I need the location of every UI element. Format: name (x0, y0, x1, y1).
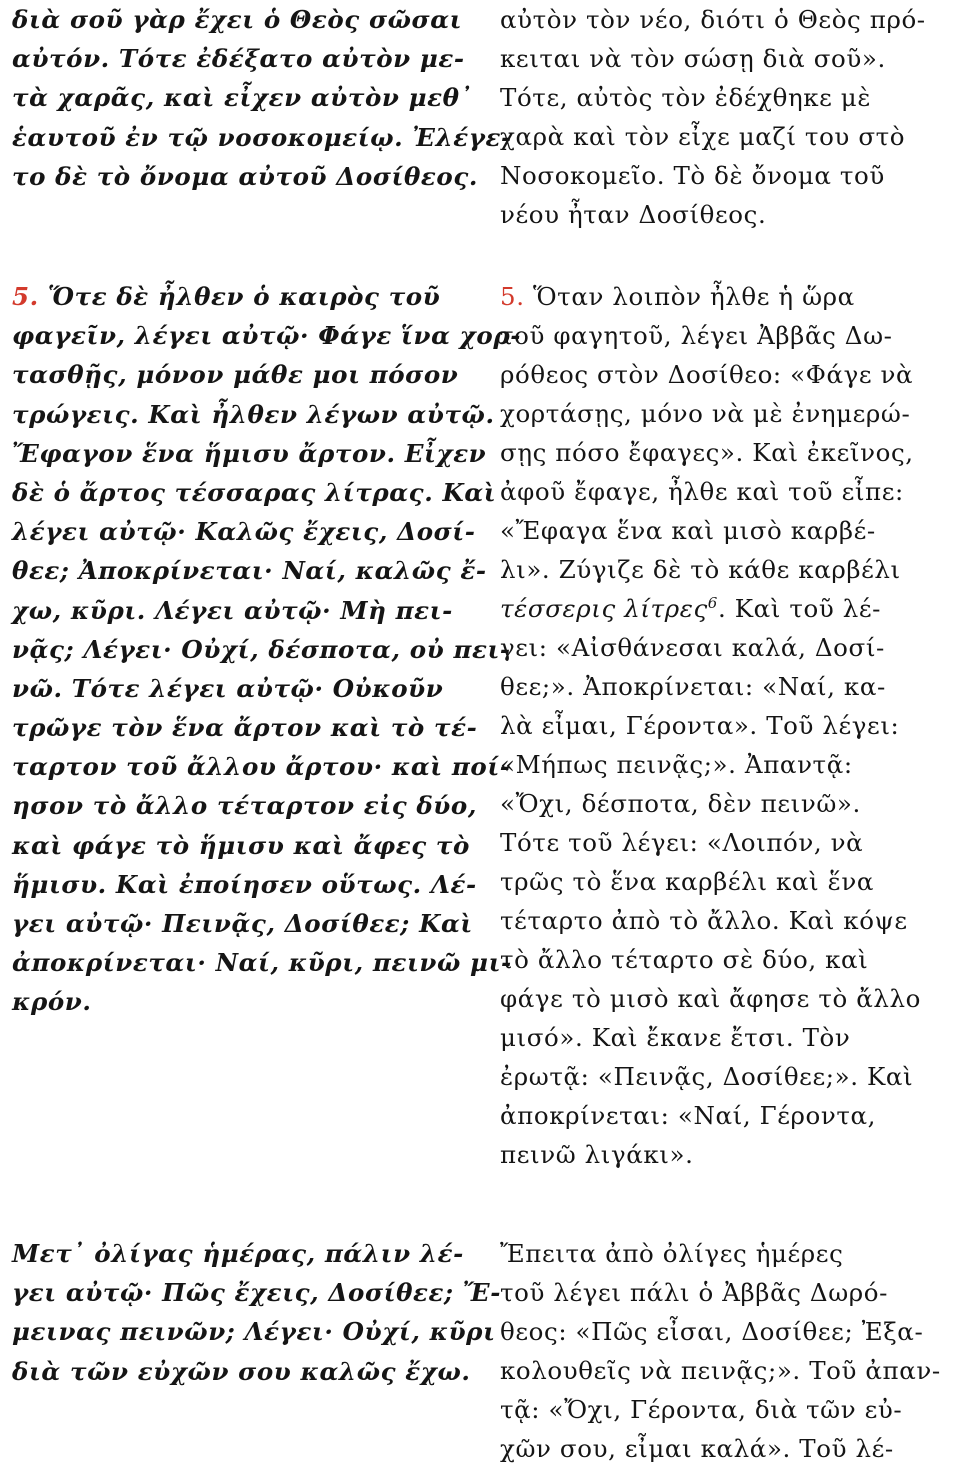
text-line: τασθῇς, μόνον μάθε μοι πόσον (12, 360, 459, 390)
text-line: θεος: «Πῶς εἶσαι, Δοσίθεε; Ἐξα- (500, 1317, 924, 1346)
text-line: Ὅτε δὲ ἦλθεν ὁ καιρὸς τοῦ (47, 282, 441, 311)
text-line: θεε;». Ἀποκρίνεται: «Ναί, κα- (500, 672, 886, 701)
text-line: ἑαυτοῦ ἐν τῷ νοσοκομείῳ. Ἐλέγε- (12, 122, 512, 152)
text-line: χαρὰ καὶ τὸν εἶχε μαζί του στὸ (500, 122, 906, 151)
text-line: ταρτον τοῦ ἄλλου ἄρτου· καὶ ποί- (12, 752, 511, 782)
text-line: φαγεῖν, λέγει αὐτῷ· Φάγε ἵνα χορ- (12, 321, 521, 351)
text-line: . Καὶ τοῦ λέ- (717, 594, 882, 623)
text-line: ἀποκρίνεται· Ναί, κῦρι, πεινῶ μι- (12, 948, 512, 978)
text-line: γει αὐτῷ· Πεινᾷς, Δοσίθεε; Καὶ (12, 909, 473, 938)
text-line: τοῦ λέγει πάλι ὁ Ἀββᾶς Δωρό- (500, 1278, 889, 1307)
ancient-paragraph-5 (12, 277, 521, 1022)
text-line: νᾷς; Λέγει· Οὐχί, δέσποτα, οὐ πει- (12, 634, 511, 664)
text-line: Τότε τοῦ λέγει: «Λοιπόν, νὰ (500, 828, 864, 857)
footnote-marker[interactable]: 6 (707, 593, 718, 612)
text-line: τᾷ: «Ὄχι, Γέροντα, διὰ τῶν εὐ- (500, 1395, 903, 1424)
text-line: φάγε τὸ μισὸ καὶ ἄφησε τὸ ἄλλο (500, 984, 921, 1013)
section-number: 5. (12, 282, 39, 311)
text-line: λι». Ζύγιζε δὲ τὸ κάθε καρβέλι (500, 555, 901, 584)
text-line: θεε; Ἀποκρίνεται· Ναί, καλῶς ἔ- (12, 556, 487, 586)
text-line: νῶ. Τότε λέγει αὐτῷ· Οὐκοῦν (12, 673, 444, 703)
text-line: Νοσοκομεῖο. Τὸ δὲ ὄνομα τοῦ (500, 161, 885, 190)
text-line: μισό». Καὶ ἔκανε ἔτσι. Τὸν (500, 1023, 851, 1052)
text-line: κειται νὰ τὸν σώσῃ διὰ σοῦ». (500, 44, 886, 73)
text-line: αὐτόν. Τότε ἐδέξατο αὐτὸν με- (12, 44, 465, 74)
text-line: σῃς πόσο ἔφαγες». Καὶ ἐκεῖνος, (500, 438, 914, 467)
text-line: τὸ ἄλλο τέταρτο σὲ δύο, καὶ (500, 945, 869, 974)
text-line-first (500, 277, 921, 316)
section-number: 5. (500, 282, 525, 311)
modern-paragraph-6 (500, 1234, 941, 1468)
text-line-first (12, 277, 521, 316)
text-line: διὰ τῶν εὐχῶν σου καλῶς ἔχω. (12, 1356, 471, 1386)
modern-paragraph-1 (500, 0, 926, 234)
text-line: ρόθεος στὸν Δοσίθεο: «Φάγε νὰ (500, 360, 914, 389)
text-line: «Ὄχι, δέσποτα, δὲν πεινῶ». (500, 789, 861, 818)
text-line: γει: «Αἰσθάνεσαι καλά, Δοσί- (500, 633, 885, 662)
text-line: χω, κῦρι. Λέγει αὐτῷ· Μὴ πει- (12, 595, 453, 625)
text-line: αὐτὸν τὸν νέο, διότι ὁ Θεὸς πρό- (500, 5, 926, 34)
text-line: μεινας πεινῶν; Λέγει· Οὐχί, κῦρι (12, 1317, 496, 1347)
text-line: πεινῶ λιγάκι». (500, 1140, 694, 1169)
text-line: τρώγεις. Καὶ ἦλθεν λέγων αὐτῷ. (12, 399, 495, 429)
text-line: Ἔπειτα ἀπὸ ὀλίγες ἡμέρες (500, 1239, 844, 1268)
text-line: καὶ φάγε τὸ ἥμισυ καὶ ἄφες τὸ (12, 830, 470, 860)
text-line: νέου ἦταν Δοσίθεος. (500, 200, 767, 229)
text-line: τρῶς τὸ ἕνα καρβέλι καὶ ἕνα (500, 867, 874, 896)
text-line: «Ἔφαγα ἕνα καὶ μισὸ καρβέ- (500, 516, 876, 545)
text-line: τέταρτο ἀπὸ τὸ ἄλλο. Καὶ κόψε (500, 906, 908, 935)
text-line: διὰ σοῦ γὰρ ἔχει ὁ Θεὸς σῶσαι (12, 5, 463, 34)
text-line: γει αὐτῷ· Πῶς ἔχεις, Δοσίθεε; Ἔ- (12, 1278, 501, 1308)
text-line: τὰ χαρᾶς, καὶ εἶχεν αὐτὸν μεθ᾽ (12, 83, 473, 113)
text-line: χορτάσῃς, μόνο νὰ μὲ ἐνημερώ- (500, 399, 911, 428)
text-line: ησον τὸ ἄλλο τέταρτον εἰς δύο, (12, 791, 477, 821)
text-line: κολουθεῖς νὰ πεινᾷς;». Τοῦ ἀπαν- (500, 1356, 941, 1385)
italic-phrase: τέσσερις λίτρες (500, 594, 708, 623)
text-line: λέγει αὐτῷ· Καλῶς ἔχεις, Δοσί- (12, 517, 476, 547)
text-line: Μετ᾽ ὀλίγας ἡμέρας, πάλιν λέ- (12, 1239, 464, 1268)
text-line: ἐρωτᾷ: «Πεινᾷς, Δοσίθεε;». Καὶ (500, 1062, 914, 1091)
text-line: ἀφοῦ ἔφαγε, ἦλθε καὶ τοῦ εἶπε: (500, 477, 904, 506)
modern-paragraph-5 (500, 277, 921, 1174)
text-line: χῶν σου, εἶμαι καλά». Τοῦ λέ- (500, 1434, 894, 1463)
text-line: δὲ ὁ ἄρτος τέσσαρας λίτρας. Καὶ (12, 477, 497, 507)
text-line: Ὅταν λοιπὸν ἦλθε ἡ ὥρα (532, 282, 855, 311)
text-line: λὰ εἶμαι, Γέροντα». Τοῦ λέγει: (500, 711, 900, 740)
text-line-with-footnote (500, 589, 921, 628)
text-line: ἥμισυ. Καὶ ἐποίησεν οὕτως. Λέ- (12, 869, 477, 899)
text-line: Ἔφαγον ἕνα ἥμισυ ἄρτον. Εἶχεν (12, 438, 487, 468)
text-line: τοῦ φαγητοῦ, λέγει Ἀββᾶς Δω- (500, 321, 893, 350)
text-line: τρῶγε τὸν ἕνα ἄρτον καὶ τὸ τέ- (12, 713, 478, 743)
ancient-paragraph-1 (12, 0, 512, 196)
ancient-paragraph-6 (12, 1234, 501, 1391)
text-line: το δὲ τὸ ὄνομα αὐτοῦ Δοσίθεος. (12, 161, 478, 191)
text-line: «Μήπως πεινᾷς;». Ἀπαντᾷ: (500, 750, 853, 779)
text-line: ἀποκρίνεται: «Ναί, Γέροντα, (500, 1101, 877, 1130)
text-line: Τότε, αὐτὸς τὸν ἐδέχθηκε μὲ (500, 83, 872, 112)
text-line: κρόν. (12, 987, 92, 1017)
